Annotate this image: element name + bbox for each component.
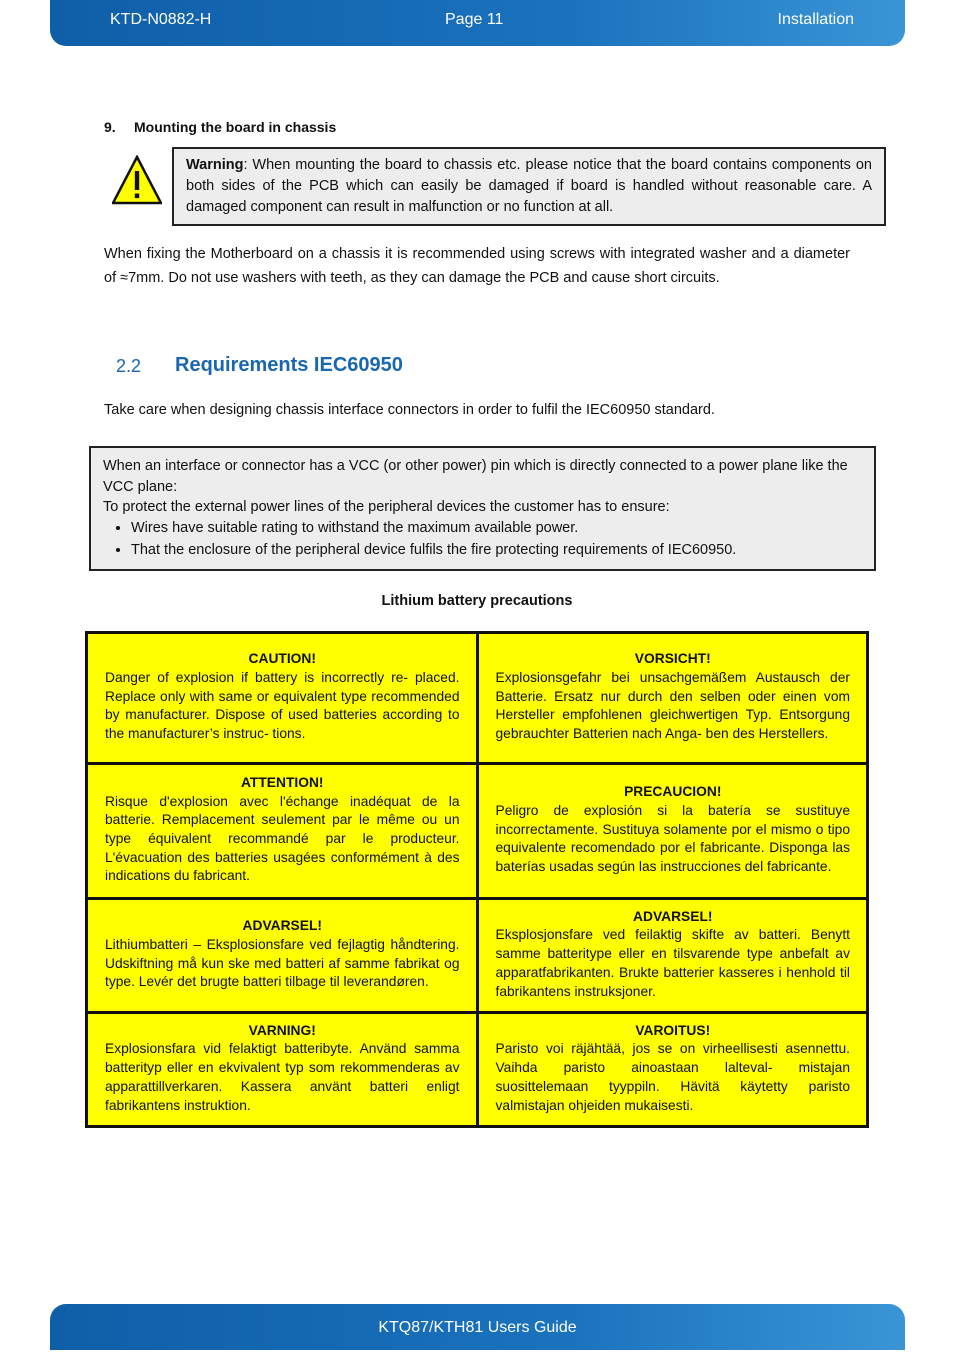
- cell-text: Peligro de explosión si la batería se sustituye incorrectamente. Sustituya solamente por el mismo o tipo equivalente recomendado por el fabricante. Disponga las baterías usadas según las instrucciones del fabricante.: [495, 802, 850, 875]
- page-footer: [50, 1304, 905, 1350]
- cell-heading: VARNING!: [248, 1022, 316, 1038]
- info-bullet: • That the enclosure of the peripheral device fulfils the fire protecting requirements of IEC60950.: [131, 540, 862, 561]
- step-number: 9.: [104, 119, 116, 135]
- warning-triangle-icon: [112, 155, 162, 205]
- warning-box: [172, 147, 886, 226]
- battery-cell-german: [477, 633, 868, 764]
- battery-cell-finnish: [477, 1013, 868, 1127]
- footer-title: KTQ87/KTH81 Users Guide: [378, 1319, 577, 1336]
- cell-heading: VORSICHT!: [634, 651, 711, 667]
- battery-cell-danish: [87, 899, 478, 1013]
- cell-text: Lithiumbatteri – Eksplosionsfare ved fejlagtig håndtering. Udskiftning må kun ske med batteri af samme fabrikat og type. Levér det brugte batteri tilbage til leverandøren.: [105, 936, 460, 990]
- cell-text: Paristo voi räjähtää, jos se on virheellisesti asennettu. Vaihda paristo ainoastaan lalteval- mistajan suosittelemaan tyyppiln. Hävitä käytetty paristo valmistajan ohjeiden mukaisesti.: [495, 1041, 850, 1113]
- cell-heading: PRECAUCION!: [624, 784, 722, 800]
- iec-info-box: [89, 446, 876, 571]
- cell-heading: ADVARSEL!: [633, 908, 713, 924]
- info-line-1: When an interface or connector has a VCC (or other power) pin which is directly connected to a power plane like the VCC plane:: [103, 458, 848, 495]
- battery-cell-spanish: [477, 764, 868, 899]
- battery-title: Lithium battery precautions: [381, 593, 573, 609]
- battery-cell-english: [87, 633, 478, 764]
- battery-precautions-table: [85, 631, 869, 1128]
- section-intro: Take care when designing chassis interface connectors in order to fulfil the IEC60950 standard.: [104, 402, 715, 418]
- info-line-2: To protect the external power lines of the peripheral devices the customer has to ensure:: [103, 499, 670, 515]
- info-bullet: • Wires have suitable rating to withstand the maximum available power.: [131, 518, 862, 539]
- page-header: [50, 0, 905, 46]
- cell-text: Explosionsgefahr bei unsachgemäßem Austausch der Batterie. Ersatz nur durch den selben oder einen vom Hersteller empfohlenen gleichwertigen Typ. Entsorgung gebrauchter Batterien nach Anga- ben des Herstellers.: [495, 669, 850, 742]
- header-section: Installation: [777, 11, 854, 28]
- battery-cell-french: [87, 764, 478, 899]
- cell-text: Eksplosjonsfare ved feilaktig skifte av batteri. Benytt samme batteritype eller en tilsvarende type anbefalt av apparatfabrikanten. Brukte batterier kasseres i henhold til fabrikantens instruksjoner.: [495, 927, 850, 999]
- cell-text: Explosionsfara vid felaktigt batteribyte. Använd samma batterityp eller en ekvivalent typ som rekommenderas av apparattillverkaren. Kassera använt batteri enligt fabrikantens instruktion.: [105, 1041, 460, 1113]
- page-number: Page 11: [445, 11, 504, 28]
- mounting-paragraph: When fixing the Motherboard on a chassis it is recommended using screws with integrated washer and a diameter of ≈7mm. Do not use washers with teeth, as they can damage the PCB and cause short circuits.: [104, 246, 850, 286]
- info-bullet-list: [103, 518, 862, 561]
- warning-label: Warning: [186, 157, 244, 173]
- step-title: Mounting the board in chassis: [134, 119, 337, 135]
- cell-heading: VAROITUS!: [635, 1022, 711, 1038]
- cell-heading: ATTENTION!: [240, 774, 324, 790]
- doc-id: KTD-N0882-H: [110, 11, 212, 28]
- battery-cell-swedish: [87, 1013, 478, 1127]
- cell-text: Risque d'explosion avec l'échange inadéquat de la batterie. Remplacement seulement par le même ou un type équivalent recommandé par le producteur. L'évacuation des batteries usagées conformément à des indications du fabricant.: [105, 793, 460, 884]
- step-heading: [104, 119, 336, 135]
- battery-cell-norwegian: [477, 899, 868, 1013]
- cell-heading: ADVARSEL!: [242, 918, 322, 934]
- warning-text: : When mounting the board to chassis etc. please notice that the board contains components on both sides of the PCB which can easily be damaged if board is handled without reasonable care. A damaged component can result in malfunction or no function at all.: [186, 157, 872, 215]
- cell-text: Danger of explosion if battery is incorrectly re- placed. Replace only with same or equivalent type recommended by manufacturer. Dispose of used batteries according to the manufacturer’s instruc- tions.: [105, 669, 460, 742]
- cell-heading: CAUTION!: [248, 651, 316, 667]
- section-title: Requirements IEC60950: [175, 354, 403, 376]
- section-number: 2.2: [116, 356, 142, 376]
